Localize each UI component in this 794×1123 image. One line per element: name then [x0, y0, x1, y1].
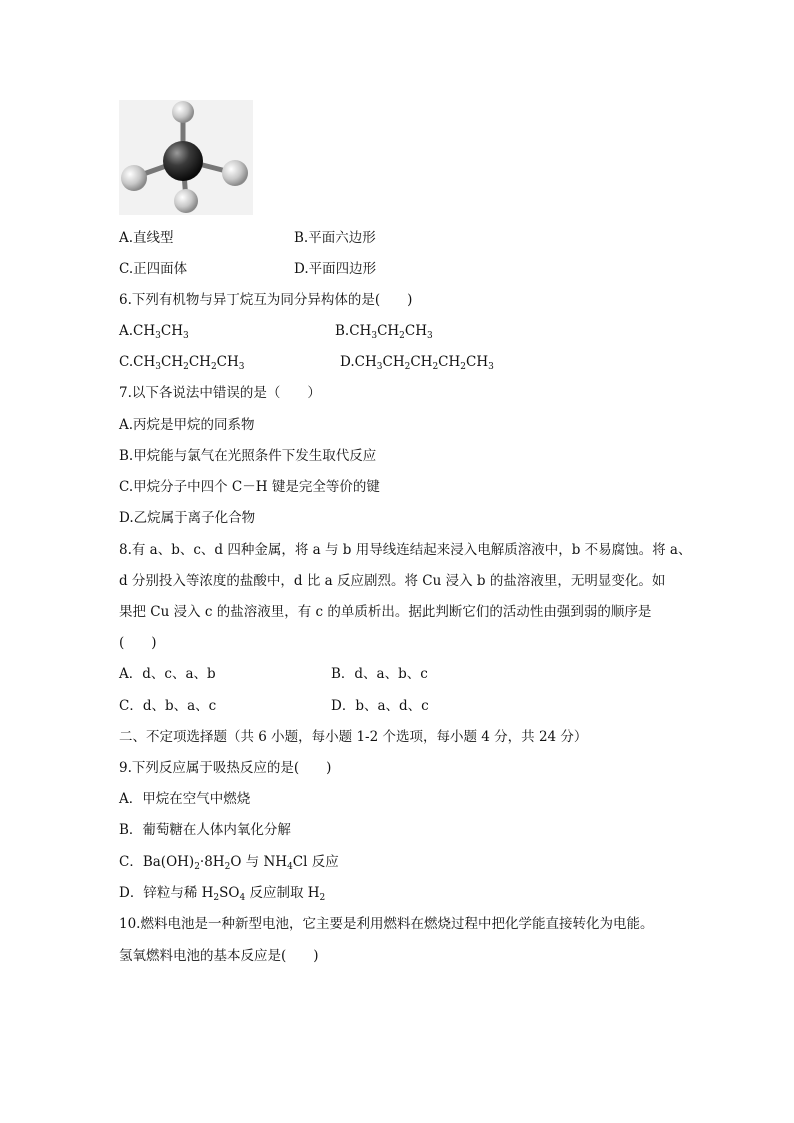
q10-stem-line-1: 10.燃料电池是一种新型电池，它主要是利用燃料在燃烧过程中把化学能直接转化为电能。	[119, 916, 654, 932]
q9-option-d: D．锌粒与稀 $H_2SO_4$ 反应制取 $H_2$	[119, 885, 326, 903]
q7-option-d: D.乙烷属于离子化合物	[119, 510, 256, 526]
q8-option-d: D．b、a、d、c	[331, 698, 429, 714]
q7-option-a: A.丙烷是甲烷的同系物	[119, 417, 255, 433]
q9-option-a: A．甲烷在空气中燃烧	[119, 791, 251, 807]
q8-option-b: B．d、a、b、c	[331, 666, 428, 682]
q6-stem: 6.下列有机物与异丁烷互为同分异构体的是( )	[119, 292, 413, 308]
q8-option-c: C．d、b、a、c	[119, 698, 217, 714]
q9-option-b: B．葡萄糖在人体内氧化分解	[119, 822, 291, 838]
q6-option-a: $A.CH_3CH_3$	[119, 323, 189, 341]
q5-option-c: C.正四面体	[119, 261, 188, 277]
q8-option-a: A．d、c、a、b	[119, 666, 216, 682]
q8-stem-line-2: d 分别投入等浓度的盐酸中，d 比 a 反应剧烈。将 Cu 浸入 b 的盐溶液里，无明显变化。如	[119, 573, 666, 589]
q8-stem-line-3: 果把 Cu 浸入 c 的盐溶液里，有 c 的单质析出。据此判断它们的活动性由强到弱的顺序是	[119, 604, 652, 620]
q7-stem: 7.以下各说法中错误的是（ ）	[119, 385, 321, 401]
q6-option-b: $B.CH_3CH_2CH_3$	[335, 323, 433, 341]
q9-option-c: C．$Ba(OH)_2\cdot 8H_2O$ 与 $NH_4Cl$ 反应	[119, 854, 339, 872]
q7-option-b: B.甲烷能与氯气在光照条件下发生取代反应	[119, 448, 377, 464]
methane-ball-stick-model	[119, 100, 253, 215]
q5-option-b: B.平面六边形	[294, 230, 376, 246]
q5-option-d: D.平面四边形	[294, 261, 377, 277]
q8-stem-line-1: 8.有 a、b、c、d 四种金属，将 a 与 b 用导线连结起来浸入电解质溶液中，b 不易腐蚀。将 a、	[119, 542, 692, 558]
q8-stem-line-4: ( )	[119, 635, 157, 651]
q6-option-d: $D.CH_3CH_2CH_2CH_2CH_3$	[340, 354, 494, 372]
q10-stem-line-2: 氢氧燃料电池的基本反应是( )	[119, 948, 319, 964]
section-2-title: 二、不定项选择题（共 6 小题，每小题 1-2 个选项，每小题 4 分，共 24 分）	[119, 729, 588, 745]
q7-option-c: C.甲烷分子中四个 C－H 键是完全等价的键	[119, 479, 380, 495]
q9-stem: 9.下列反应属于吸热反应的是( )	[119, 760, 332, 776]
methane-model-graphic	[119, 100, 253, 215]
q6-option-c: $C.CH_3CH_2CH_2CH_3$	[119, 354, 245, 372]
q5-option-a: A.直线型	[119, 230, 174, 246]
